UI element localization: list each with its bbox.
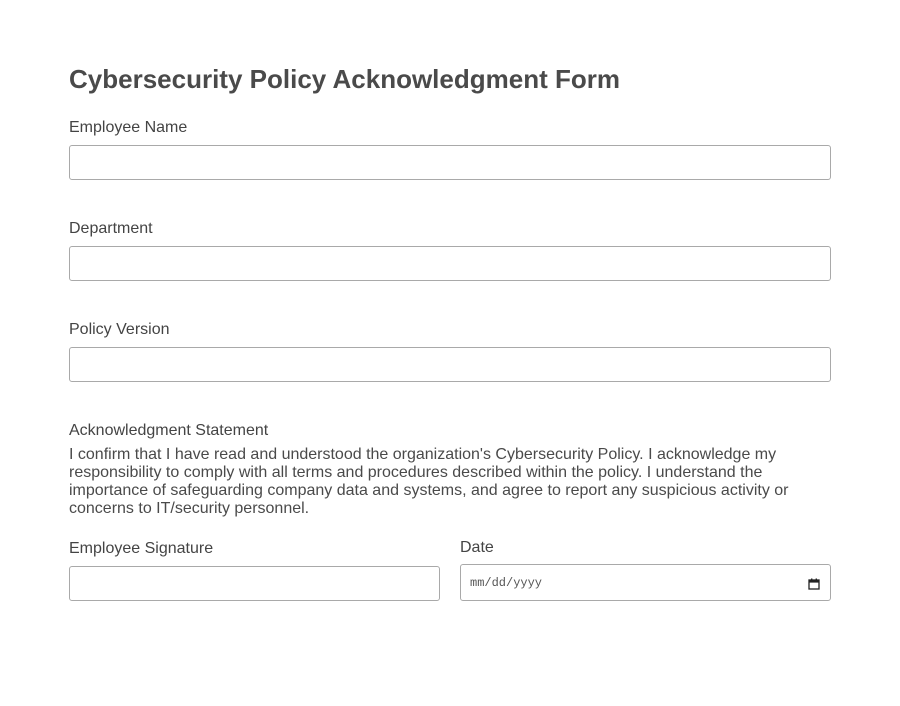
signature-input[interactable] xyxy=(69,566,440,601)
signature-group xyxy=(69,539,440,601)
date-input[interactable] xyxy=(460,564,831,601)
policy-version-input[interactable] xyxy=(69,347,831,382)
acknowledgment-heading: Acknowledgment Statement xyxy=(69,422,269,439)
acknowledgment-section xyxy=(69,421,831,518)
date-group xyxy=(460,538,831,601)
calendar-icon[interactable] xyxy=(808,577,820,589)
date-label: Date xyxy=(460,539,494,556)
acknowledgment-form xyxy=(69,62,831,590)
acknowledgment-text: I confirm that I have read and understood the organization's Cybersecurity Policy. I acknowledge my responsibility to comply with all terms and procedures described within the policy. I understand the importance of safeguarding company data and systems, and agree to report any suspicious activity or concerns to IT/security personnel. xyxy=(69,446,789,517)
employee-name-group xyxy=(69,118,831,180)
employee-name-label: Employee Name xyxy=(69,119,188,136)
department-group xyxy=(69,219,831,281)
policy-version-label: Policy Version xyxy=(69,321,170,338)
form-title: Cybersecurity Policy Acknowledgment Form xyxy=(69,64,620,94)
department-label: Department xyxy=(69,220,153,237)
employee-name-input[interactable] xyxy=(69,145,831,180)
policy-version-group xyxy=(69,320,831,382)
signature-label: Employee Signature xyxy=(69,540,214,557)
date-placeholder: mm/dd/yyyy xyxy=(470,575,543,590)
department-input[interactable] xyxy=(69,246,831,281)
